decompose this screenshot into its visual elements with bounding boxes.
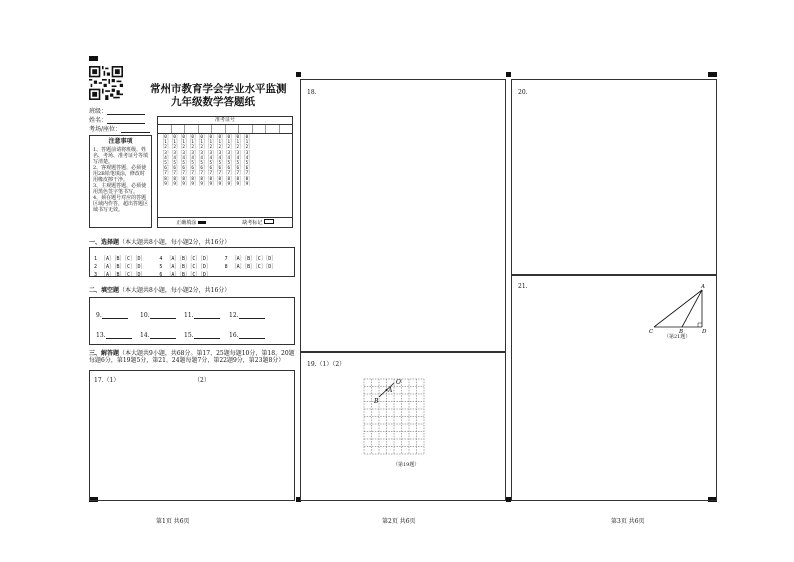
question-number: 1: [94, 255, 98, 262]
exam-number-row[interactable]: ［6］［6］［6］［6］［6］［6］［6］［6］［6］［6］: [160, 166, 253, 172]
page-footer-2: 第2页 共6页: [382, 518, 416, 525]
q18-answer-box[interactable]: [300, 79, 506, 352]
class-field[interactable]: [89, 108, 145, 115]
question-number: 3: [94, 271, 98, 278]
class-label: 班级：: [89, 108, 108, 115]
notice-box: [89, 135, 152, 228]
exam-number-row[interactable]: ［9］［9］［9］［9］［9］［9］［9］［9］［9］［9］: [160, 181, 253, 187]
page-subtitle: 九年级数学答题纸: [171, 96, 255, 108]
exam-number-row[interactable]: ［7］［7］［7］［7］［7］［7］［7］［7］［7］［7］: [160, 171, 253, 177]
question-number: 5: [159, 263, 163, 270]
choice-section-header: 一、选择题（本大题共8小题，每小题2分，共16分）: [89, 239, 231, 246]
q20-answer-box[interactable]: [511, 79, 717, 275]
q21-point-a-label: A: [701, 284, 705, 290]
question-number: 7: [224, 255, 228, 262]
exam-number-row[interactable]: ［3］［3］［3］［3］［3］［3］［3］［3］［3］［3］: [160, 150, 253, 156]
seat-field[interactable]: [89, 126, 150, 133]
registration-mark: [708, 72, 717, 77]
qr-code-icon: [89, 66, 123, 100]
q21-right-angle: [698, 323, 702, 327]
question-number: 8: [224, 263, 228, 270]
notice-body: 1、答题前请将班级、姓名、考场、准考证号等填写清楚。 2、客观题答题，必须使用2B铅笔填涂，修改时用橡皮擦干净。 3、主观题答题，必须使用黑色签字笔书写。 4、须在题号对应的答题区域内作答，超出答题区域书写无效。: [93, 147, 149, 213]
q21-caption: （第21题）: [664, 334, 691, 340]
exam-number-row[interactable]: ［4］［4］［4］［4］［4］［4］［4］［4］［4］［4］: [160, 155, 253, 161]
answer-section-header: 三、解答题（本大题共9小题，共68分。第17、25题每题10分，第18、20题每题6分，第19题5分，第21、24题每题7分，第22题9分，第23题8分）: [89, 350, 295, 364]
correct-fill-sample: 正确填涂: [176, 220, 206, 226]
exam-number-write-row[interactable]: [158, 125, 292, 134]
q19-label: 19.（1）（2）: [307, 361, 346, 368]
name-label: 姓名：: [89, 117, 108, 124]
choice-options[interactable]: ［A］［B］［C］［D］: [231, 263, 277, 270]
fill-item-10[interactable]: 10.: [140, 312, 176, 319]
q21-label: 21.: [518, 283, 528, 290]
q19-answer-box[interactable]: [300, 352, 506, 501]
choice-options[interactable]: ［A］［B］［C］［D］: [101, 263, 146, 270]
exam-number-row[interactable]: ［5］［5］［5］［5］［5］［5］［5］［5］［5］［5］: [160, 161, 253, 167]
registration-mark: [506, 72, 511, 77]
choice-options[interactable]: ［A］［B］［C］［D］: [231, 255, 277, 262]
exam-number-grid[interactable]: [157, 116, 293, 228]
choice-answer-box[interactable]: [89, 247, 295, 277]
choice-options[interactable]: ［A］［B］［C］［D］: [101, 271, 146, 278]
exam-number-row[interactable]: ［1］［1］［1］［1］［1］［1］［1］［1］［1］［1］: [160, 140, 253, 146]
fill-item-12[interactable]: 12.: [229, 312, 265, 319]
question-number: 6: [159, 271, 163, 278]
fill-answer-box[interactable]: [89, 297, 295, 345]
q17-part2-label: （2）: [194, 377, 210, 384]
choice-options[interactable]: ［A］［B］［C］［D］: [166, 255, 211, 262]
q17-answer-box[interactable]: [89, 370, 295, 501]
fill-item-11[interactable]: 11.: [184, 312, 220, 319]
notice-title: 注意事项: [108, 138, 133, 145]
fill-sample: [158, 217, 292, 227]
q20-label: 20.: [518, 89, 528, 96]
q21-line-ca: [654, 290, 702, 327]
exam-number-row[interactable]: ［8］［8］［8］［8］［8］［8］［8］［8］［8］［8］: [160, 176, 253, 182]
question-number: 2: [94, 263, 98, 270]
fill-item-9[interactable]: 9.: [96, 312, 128, 319]
absent-mark[interactable]: 缺考标记: [242, 219, 274, 226]
fill-section-header: 二、填空题（本大题共8小题，每小题2分，共16分）: [89, 287, 231, 294]
exam-number-label: 准考证号: [158, 117, 292, 125]
choice-options[interactable]: ［A］［B］［C］［D］: [101, 255, 146, 262]
fill-item-14[interactable]: 14.: [140, 332, 176, 339]
registration-mark: [89, 56, 98, 61]
fill-item-15[interactable]: 15.: [184, 332, 220, 339]
q21-answer-box[interactable]: [511, 275, 717, 501]
q18-label: 18.: [307, 89, 317, 96]
fill-item-16[interactable]: 16.: [229, 332, 265, 339]
q17-label: 17.（1）: [94, 377, 120, 384]
q19-point-b-label: B: [374, 398, 379, 405]
page-footer-3: 第3页 共6页: [611, 518, 645, 525]
question-number: 4: [159, 255, 163, 262]
exam-number-row[interactable]: ［0］［0］［0］［0］［0］［0］［0］［0］［0］［0］: [160, 135, 253, 140]
q19-point-o-label: O: [396, 379, 401, 386]
q21-point-c-label: C: [649, 329, 654, 335]
name-field[interactable]: [89, 117, 145, 124]
choice-options[interactable]: ［A］［B］［C］［D］: [166, 271, 211, 278]
q21-point-b-label: B: [679, 329, 684, 335]
page-footer-1: 第1页 共6页: [156, 518, 190, 525]
registration-mark: [296, 72, 301, 77]
choice-options[interactable]: ［A］［B］［C］［D］: [166, 263, 211, 270]
q19-grid-figure: [361, 377, 431, 457]
q19-caption: （第19题）: [393, 462, 420, 468]
q21-line-ba: [682, 290, 702, 327]
choice-row[interactable]: [94, 263, 290, 278]
q19-point-a-label: A: [388, 387, 393, 394]
page-title: 常州市教育学会学业水平监测: [150, 83, 287, 95]
q21-point-d-label: D: [702, 329, 707, 335]
seat-label: 考场/座位：: [89, 126, 122, 133]
exam-number-row[interactable]: ［2］［2］［2］［2］［2］［2］［2］［2］［2］［2］: [160, 145, 253, 151]
fill-item-13[interactable]: 13.: [96, 332, 132, 339]
q21-triangle-figure: [646, 282, 714, 342]
exam-number-bubbles[interactable]: [158, 134, 292, 188]
